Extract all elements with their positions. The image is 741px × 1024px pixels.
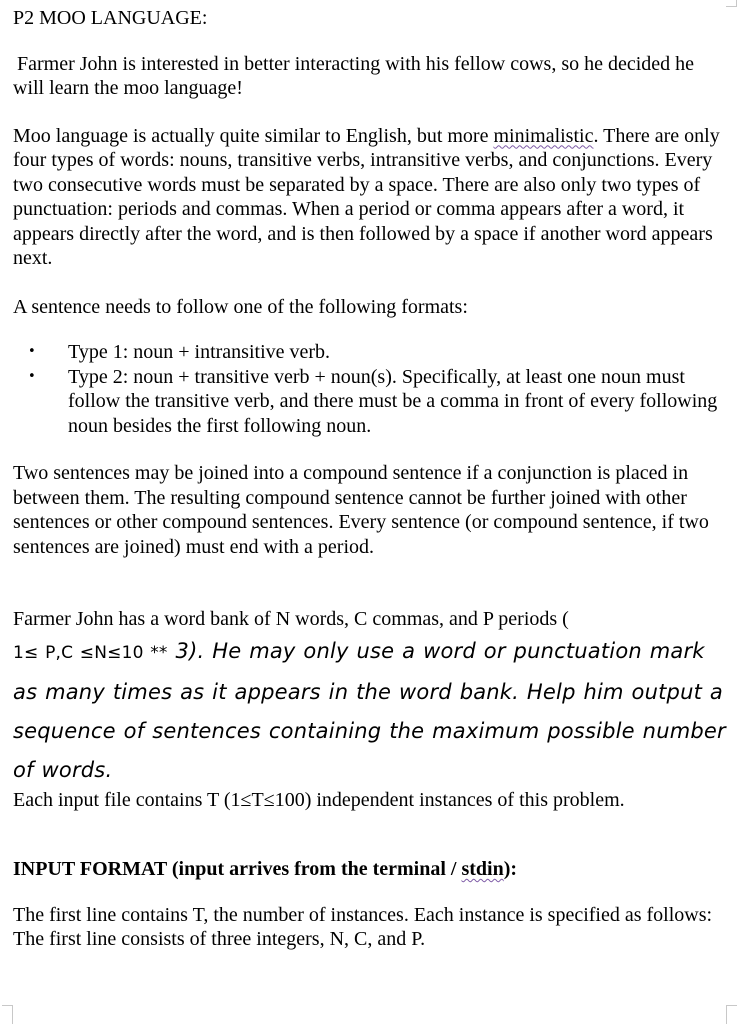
- spellcheck-flagged-word[interactable]: minimalistic: [493, 124, 594, 147]
- input-format-close: ):: [503, 858, 518, 880]
- format-intro-paragraph: A sentence needs to follow one of the following formats:: [13, 295, 468, 318]
- intro-paragraph: Farmer John is interested in better interacting with his fellow cows, so he decided he will learn the moo language!: [13, 52, 695, 99]
- page-corner-mark: [726, 1005, 737, 1024]
- word-bank-lead: Farmer John has a word bank of N words, C commas, and P periods (: [13, 608, 569, 630]
- bullet-icon: •: [28, 368, 36, 384]
- instances-line: Each input file contains T (1≤T≤100) independent instances of this problem.: [13, 788, 625, 811]
- sentence-type-item: [13, 365, 728, 439]
- sentence-type-text: Type 1: noun + intransitive verb.: [68, 341, 331, 363]
- constraint-power-operator: **: [150, 642, 168, 663]
- first-line-integers: The first line consists of three integers, N, C, and P.: [13, 928, 426, 950]
- sentence-type-list: [13, 340, 728, 438]
- sentence-type-item: [13, 340, 728, 365]
- problem-title: P2 MOO LANGUAGE:: [13, 7, 208, 29]
- page-corner-mark: [2, 1005, 13, 1024]
- constraint-range: 1≤ P,C ≤N≤10: [13, 642, 151, 663]
- moo-text-after: . There are only four types of words: nouns, transitive verbs, intransitive verbs, and conjunctions. Every two consecutive words must be separated by a space. There are also only two types of punctuation: periods and commas. When a period or comma appears after a word, it appears directly after the word, and is then followed by a space if another word appears next.: [13, 124, 720, 269]
- input-format-text: INPUT FORMAT (input arrives from the terminal /: [13, 858, 462, 880]
- constraint-continuation: 3). He may only use a word or punctuation mark as many times as it appears in the word bank. Help him output a sequence of sentences containing the maximum possible number of words.: [13, 638, 726, 782]
- word-bank-constraint-text: [13, 632, 728, 790]
- bullet-icon: •: [28, 344, 36, 359]
- first-line-paragraph: The first line contains T, the number of instances. Each instance is specified as follows:: [13, 903, 713, 926]
- sentence-type-text: Type 2: noun + transitive verb + noun(s). Specifically, at least one noun must follow the transitive verb, and there must be a comma in front of every following noun besides the first following noun.: [68, 365, 718, 437]
- moo-text-before: Moo language is actually quite similar to English, but more: [13, 124, 494, 147]
- compound-sentence-paragraph: Two sentences may be joined into a compound sentence if a conjunction is placed in between them. The resulting compound sentence cannot be further joined with other sentences or other compound sentences. Every sentence (or compound sentence, if two sentences are joined) must end with a period.: [13, 462, 709, 558]
- moo-language-paragraph: [13, 124, 728, 271]
- input-format-heading: [13, 857, 728, 882]
- document-body: [13, 6, 728, 952]
- spellcheck-flagged-word[interactable]: stdin: [461, 858, 504, 880]
